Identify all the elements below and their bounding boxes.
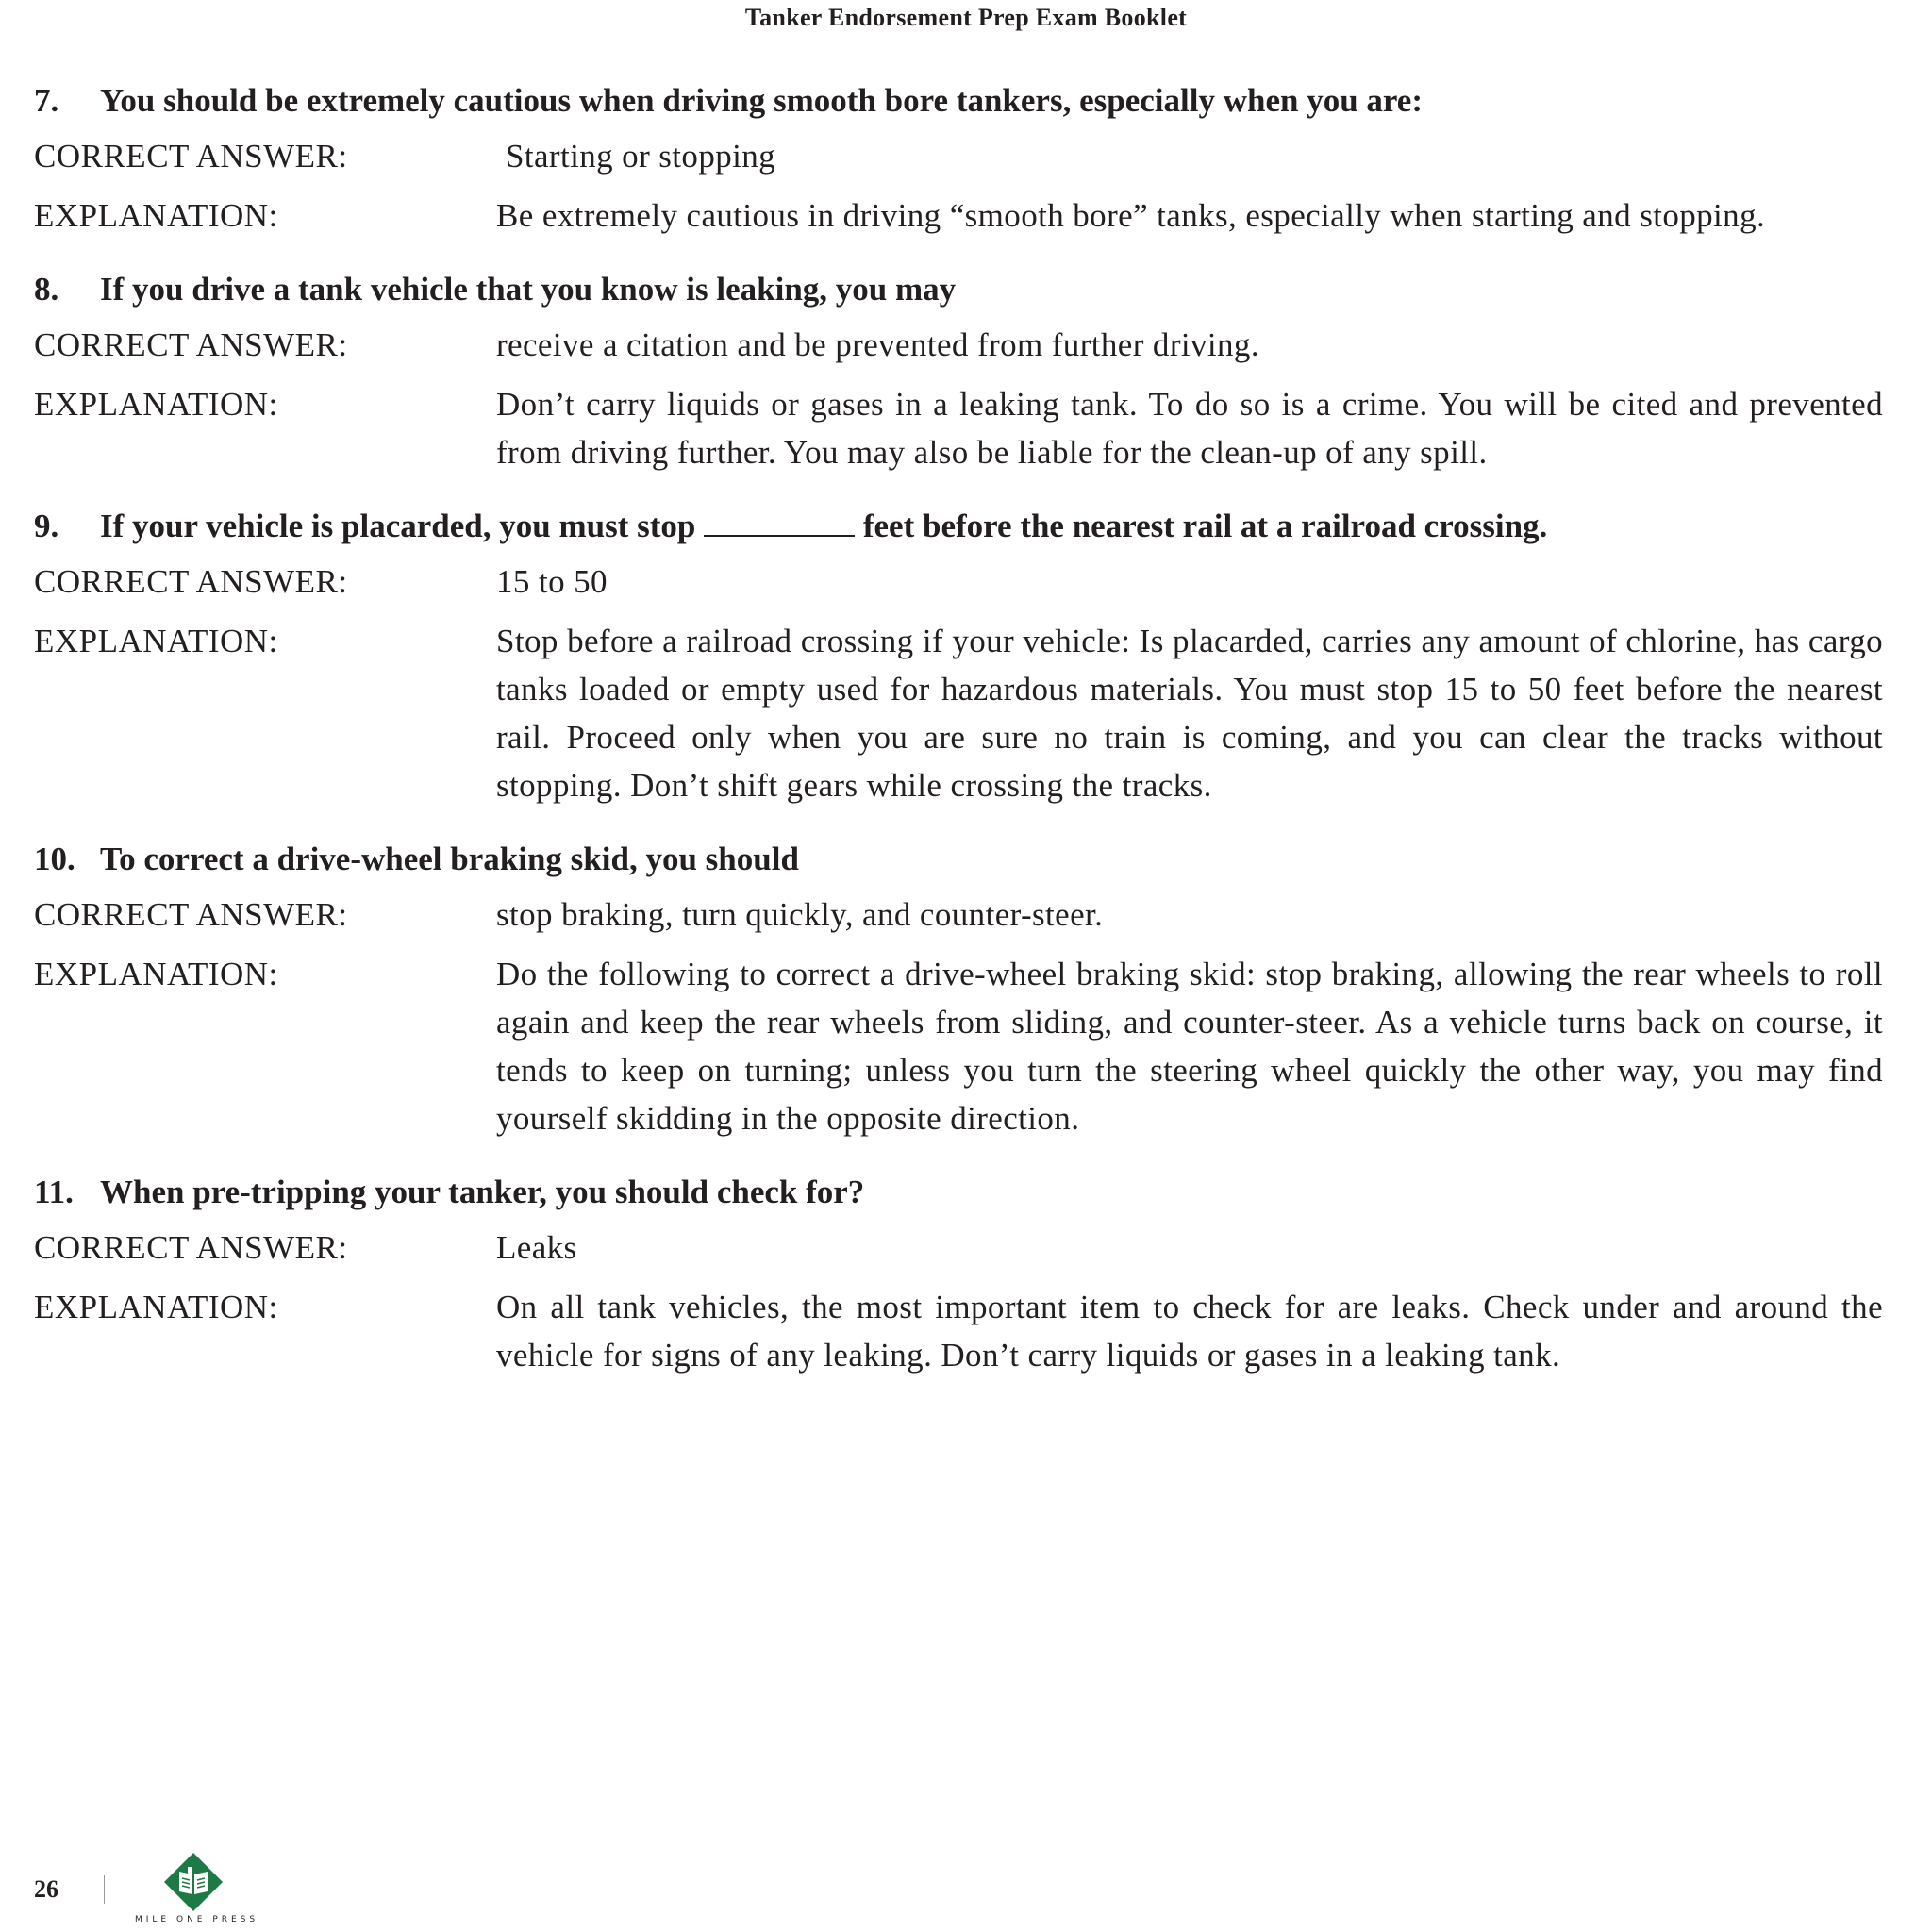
answer-label: CORRECT ANSWER: — [34, 138, 348, 175]
question-number: 10. — [34, 841, 75, 877]
answer-value: 15 to 50 — [496, 563, 608, 600]
answer-row — [34, 1224, 1883, 1272]
question-title — [34, 503, 1883, 550]
explanation-row — [34, 192, 1883, 240]
fill-in-blank — [704, 507, 855, 537]
answer-label: CORRECT ANSWER: — [34, 563, 348, 600]
answer-label: CORRECT ANSWER: — [34, 326, 348, 363]
question-title — [34, 77, 1883, 125]
publisher-name: MILE ONE PRESS — [135, 1915, 259, 1924]
explanation-label: EXPLANATION: — [34, 197, 278, 234]
explanation-label: EXPLANATION: — [34, 1289, 278, 1325]
explanation-label: EXPLANATION: — [34, 956, 278, 992]
answer-value: Starting or stopping — [506, 138, 776, 175]
answer-row — [34, 558, 1883, 606]
explanation-row — [34, 1283, 1883, 1379]
answer-label: CORRECT ANSWER: — [34, 1229, 348, 1266]
explanation-text: On all tank vehicles, the most important item to check for are leaks. Check under and around the vehicle for signs of any leaking. Don’t carry liquids or gases in a leaking tank. — [496, 1289, 1883, 1374]
explanation-text: Be extremely cautious in driving “smooth bore” tanks, especially when starting and stopping. — [496, 197, 1766, 234]
answer-row — [34, 321, 1883, 369]
explanation-label: EXPLANATION: — [34, 386, 278, 423]
question-number: 11. — [34, 1174, 74, 1210]
explanation-row — [34, 950, 1883, 1142]
explanation-text: Don’t carry liquids or gases in a leaking tank. To do so is a crime. You will be cited and prevented from driving further. You may also be liable for the clean-up of any spill. — [496, 386, 1883, 471]
answer-value: receive a citation and be prevented from further driving. — [496, 326, 1259, 363]
question-10 — [34, 836, 1883, 1142]
explanation-text: Do the following to correct a drive-wheel braking skid: stop braking, allowing the rear wheels to roll again and keep the rear wheels from sliding, and counter-steer. As a vehicle turns back on course, it tends to keep on turning; unless you turn the steering wheel quickly the other way, you may find yourself skidding in the opposite direction. — [496, 956, 1883, 1137]
footer-divider — [104, 1875, 105, 1904]
question-number: 8. — [34, 271, 59, 308]
answer-row — [34, 132, 1883, 180]
question-7 — [34, 77, 1883, 240]
answer-value: Leaks — [496, 1229, 577, 1266]
explanation-row — [34, 380, 1883, 476]
explanation-label: EXPLANATION: — [34, 623, 278, 659]
running-header-title: Tanker Endorsement Prep Exam Booklet — [744, 4, 1188, 31]
question-text-before-blank: If your vehicle is placarded, you must stop — [100, 508, 696, 544]
question-text-after-blank: feet before the nearest rail at a railroad crossing. — [862, 508, 1548, 544]
explanation-text: Stop before a railroad crossing if your vehicle: Is placarded, carries any amount of chlorine, has cargo tanks loaded or empty used for hazardous materials. You must stop 15 to 50 feet before the nearest rail. Proceed only when you are sure no train is coming, and you can clear the tracks without stopping. Don’t shift gears while crossing the tracks. — [496, 623, 1883, 804]
question-text: You should be extremely cautious when driving smooth bore tankers, especially when you are: — [100, 82, 1423, 119]
question-title — [34, 1169, 1883, 1216]
question-title — [34, 266, 1883, 313]
question-title — [34, 836, 1883, 883]
answer-row — [34, 891, 1883, 939]
question-text: When pre-tripping your tanker, you should check for? — [100, 1174, 865, 1210]
question-list — [34, 77, 1883, 1406]
page-footer — [0, 1847, 377, 1932]
open-book-icon — [162, 1851, 225, 1913]
answer-value: stop braking, turn quickly, and counter-steer. — [496, 896, 1104, 933]
question-8 — [34, 266, 1883, 476]
answer-label: CORRECT ANSWER: — [34, 896, 348, 933]
question-9 — [34, 503, 1883, 809]
question-number: 7. — [34, 82, 59, 119]
question-text: If you drive a tank vehicle that you know is leaking, you may — [100, 271, 957, 308]
page-number: 26 — [34, 1875, 58, 1903]
question-text: To correct a drive-wheel braking skid, you should — [100, 841, 799, 877]
explanation-row — [34, 617, 1883, 809]
question-number: 9. — [34, 508, 59, 544]
question-11 — [34, 1169, 1883, 1379]
